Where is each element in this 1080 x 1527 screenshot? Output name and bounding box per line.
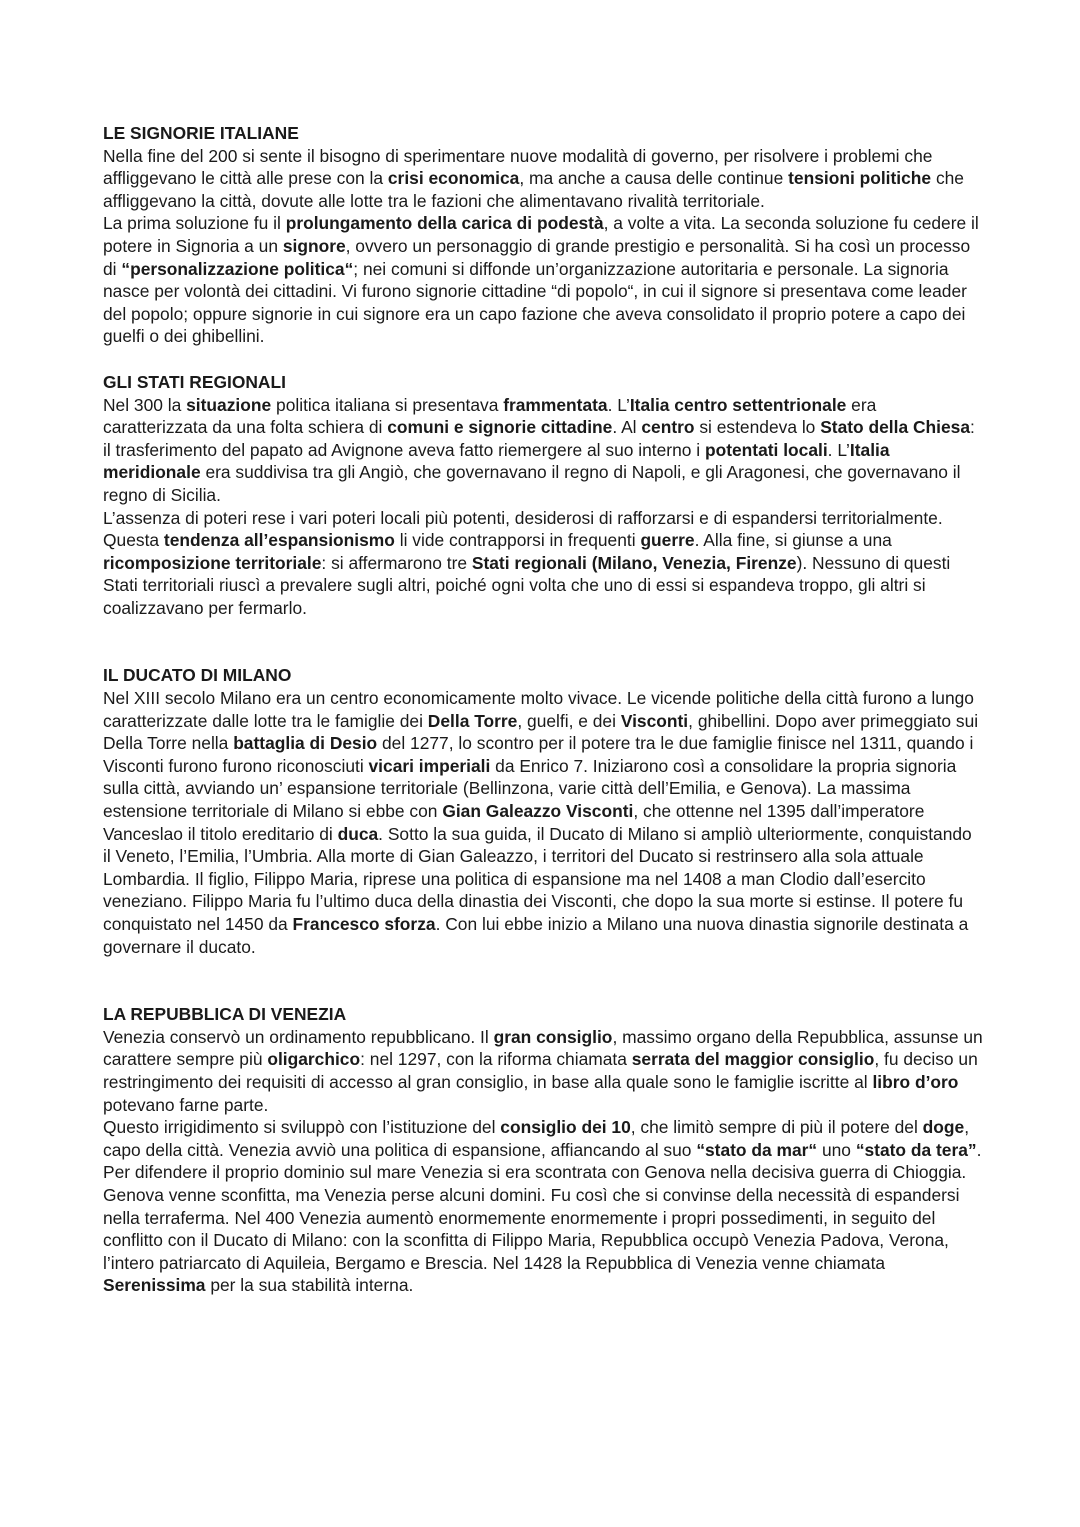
bold-term: “stato da tera” bbox=[855, 1139, 977, 1160]
text-run: Nel 300 la bbox=[103, 394, 187, 415]
text-run: , capo della città. Venezia avviò una politica di espansione, affiancando al suo bbox=[103, 1117, 970, 1160]
bold-term: Gian Galeazzo Visconti bbox=[442, 801, 634, 822]
text-run: del 1277, lo scontro per il potere tra le due famiglie finisce nel 1311, quando i Visconti furono furono riconosciuti bbox=[103, 733, 974, 776]
text-run: , che ottenne nel 1395 dall’imperatore Vanceslao il titolo ereditario di bbox=[103, 801, 925, 844]
bold-term: ricomposizione territoriale bbox=[103, 552, 322, 573]
paragraph bbox=[103, 212, 983, 348]
paragraph bbox=[103, 145, 983, 213]
bold-term: potentati locali bbox=[704, 439, 828, 460]
bold-term: consiglio dei 10 bbox=[500, 1117, 631, 1138]
text-run: si estendeva lo bbox=[694, 417, 821, 438]
section-stati-regionali bbox=[103, 371, 983, 620]
text-run: Questo irrigidimento si sviluppò con l’istituzione del bbox=[103, 1117, 501, 1138]
bold-term: Italia centro settentrionale bbox=[629, 394, 847, 415]
bold-term: doge bbox=[922, 1117, 965, 1138]
text-run: , fu deciso un restringimento dei requisiti di accesso al gran consiglio, in base alla quale sono le famiglie iscritte al bbox=[103, 1049, 978, 1092]
text-run: : si affermarono tre bbox=[321, 552, 472, 573]
text-run: , ovvero un personaggio di grande prestigio e personalità. Si ha così un processo di bbox=[103, 235, 971, 279]
text-run: , che limitò sempre di più il potere del bbox=[630, 1117, 923, 1138]
text-run: Venezia conservò un ordinamento repubblicano. Il bbox=[103, 1026, 494, 1047]
paragraph bbox=[103, 687, 983, 958]
section-signorie-italiane bbox=[103, 122, 983, 348]
bold-term: situazione bbox=[186, 394, 272, 415]
bold-term: (Milano, Venezia, Firenze bbox=[591, 552, 797, 573]
bold-term: vicari imperiali bbox=[368, 755, 491, 776]
text-run: . Alla fine, si giunse a una bbox=[694, 530, 892, 551]
bold-term: gran consiglio bbox=[493, 1026, 613, 1047]
paragraph bbox=[103, 1026, 983, 1116]
bold-term: Stato della Chiesa bbox=[820, 417, 971, 438]
text-run: , massimo organo della Repubblica, assunse un carattere sempre più bbox=[103, 1026, 983, 1070]
section-title: GLI STATI REGIONALI bbox=[103, 371, 286, 392]
text-run: L’assenza di poteri rese i vari poteri locali più potenti, desiderosi di rafforzarsi e di espandersi territorialmente. Questa bbox=[103, 507, 943, 551]
bold-term: battaglia di Desio bbox=[233, 733, 378, 754]
bold-term: Serenissima bbox=[103, 1275, 206, 1296]
section-title: IL DUCATO DI MILANO bbox=[103, 665, 292, 686]
bold-term: “stato da mar“ bbox=[696, 1139, 818, 1160]
bold-term: Francesco sforza bbox=[292, 914, 436, 934]
bold-term: duca bbox=[337, 823, 379, 844]
text-run: da Enrico 7. Iniziarono così a consolidare la propria signoria sulla città, avviando un’ espansione territoriale (Bellinzona, varie città dell’Emilia, e Genova). La massima estensione territoriale di Milano si ebbe con bbox=[103, 755, 957, 822]
bold-term: guerre bbox=[640, 530, 695, 551]
text-run: , ma anche a causa delle continue bbox=[519, 168, 789, 189]
bold-term: Stati regionali bbox=[471, 552, 587, 573]
section-repubblica-venezia bbox=[103, 1003, 983, 1297]
bold-term: tensioni politiche bbox=[788, 168, 932, 189]
text-run: ). Nessuno di questi Stati territoriali riuscì a prevalere sugli altri, poiché ogni volta che uno di essi si espandeva troppo, gli altri si coalizzavano per fermarlo. bbox=[103, 552, 951, 618]
text-run: li vide contrapporsi in frequenti bbox=[394, 530, 641, 551]
bold-term: “personalizzazione politica“ bbox=[121, 258, 354, 279]
text-run: . L’ bbox=[607, 394, 630, 415]
text-run: ; nei comuni si diffonde un’organizzazione autoritaria e personale. La signoria nasce per volontà dei cittadini. Vi furono signorie cittadine “di popolo“, in cui il signore si presentava come leader del popolo; oppure signorie in cui signore era un capo fazione che aveva consolidato il proprio potere a capo dei guelfi o dei ghibellini. bbox=[103, 258, 967, 347]
section-title: LE SIGNORIE ITALIANE bbox=[103, 123, 299, 143]
bold-term: serrata del maggior consiglio bbox=[631, 1049, 875, 1070]
text-run: , ghibellini. Dopo aver primeggiato sui Della Torre nella bbox=[103, 710, 979, 754]
document-page bbox=[103, 122, 983, 1297]
text-run: . Con lui ebbe inizio a Milano una nuova dinastia signorile destinata a governare il ducato. bbox=[103, 914, 969, 957]
text-run: politica italiana si presentava bbox=[271, 394, 504, 415]
text-run: . L’ bbox=[827, 439, 850, 460]
text-run: . Al bbox=[612, 417, 642, 438]
bold-term: oligarchico bbox=[267, 1049, 361, 1070]
section-ducato-milano bbox=[103, 664, 983, 958]
text-run: . Per difendere il proprio dominio sul mare Venezia si era scontrata con Genova nella decisiva guerra di Chioggia. Genova venne sconfitta, ma Venezia perse alcuni domini. Fu così che si convinse della necessità di espandersi nella terraferma. Nel 400 Venezia aumentò enormemente enormemente i propri possedimenti, in seguito del conflitto con il Ducato di Milano: con la sconfitta di Filippo Maria, Repubblica occupò Venezia Padova, Verona, l’intero patriarcato di Aquileia, Bergamo e Brescia. Nel 1428 la Repubblica di Venezia venne chiamata bbox=[103, 1139, 982, 1273]
text-run: potevano farne parte. bbox=[103, 1094, 269, 1115]
bold-term: Della Torre bbox=[427, 710, 518, 731]
bold-term: crisi economica bbox=[387, 168, 520, 189]
text-run: Nella fine del 200 si sente il bisogno di sperimentare nuove modalità di governo, per risolvere i problemi che affliggevano le città alle prese con la bbox=[103, 145, 933, 189]
bold-term: centro bbox=[641, 417, 695, 438]
section-title: LA REPUBBLICA DI VENEZIA bbox=[103, 1004, 347, 1025]
text-run: per la sua stabilità interna. bbox=[205, 1275, 414, 1296]
text-run: , a volte a vita. La seconda soluzione fu cedere il potere in Signoria a un bbox=[103, 213, 979, 256]
bold-term: tendenza all’espansionismo bbox=[163, 530, 395, 551]
bold-term: prolungamento della carica di podestà bbox=[285, 213, 604, 234]
text-run: uno bbox=[817, 1139, 856, 1160]
paragraph bbox=[103, 507, 983, 620]
text-run: che affliggevano la città, dovute alle lotte tra le fazioni che alimentavano rivalità territoriale. bbox=[103, 168, 964, 211]
text-run: : il trasferimento del papato ad Avignone aveva fatto riemergere al suo interno i bbox=[103, 417, 975, 460]
bold-term: libro d’oro bbox=[872, 1071, 959, 1092]
bold-term: signore bbox=[282, 235, 346, 256]
text-run: : nel 1297, con la riforma chiamata bbox=[360, 1049, 632, 1070]
text-run: La prima soluzione fu il bbox=[103, 213, 286, 234]
text-run: era caratterizzata da una folta schiera di bbox=[103, 394, 877, 438]
paragraph bbox=[103, 1116, 983, 1297]
text-run: Nel XIII secolo Milano era un centro economicamente molto vivace. Le vicende politiche della città furono a lungo caratterizzate dalle lotte tra le famiglie dei bbox=[103, 688, 974, 731]
bold-term: Italia meridionale bbox=[103, 439, 890, 483]
bold-term: frammentata bbox=[503, 394, 608, 415]
bold-term: comuni e signorie cittadine bbox=[387, 417, 613, 438]
text-run: era suddivisa tra gli Angiò, che governavano il regno di Napoli, e gli Aragonesi, che governavano il regno di Sicilia. bbox=[103, 462, 961, 505]
bold-term: Visconti bbox=[620, 710, 689, 731]
text-run: . Sotto la sua guida, il Ducato di Milano si ampliò ulteriormente, conquistando il Veneto, l’Emilia, l’Umbria. Alla morte di Gian Galeazzo, i territori del Ducato si restrinsero alla sola attuale Lombardia. Il figlio, Filippo Maria, riprese una politica di espansione ma nel 1408 a man Clodio dall’esercito veneziano. Filippo Maria fu l’ultimo duca della dinastia dei Visconti, che dopo la sua morte si estinse. Il potere fu conquistato nel 1450 da bbox=[103, 823, 972, 934]
text-run: , guelfi, e dei bbox=[517, 710, 621, 731]
paragraph bbox=[103, 394, 983, 507]
